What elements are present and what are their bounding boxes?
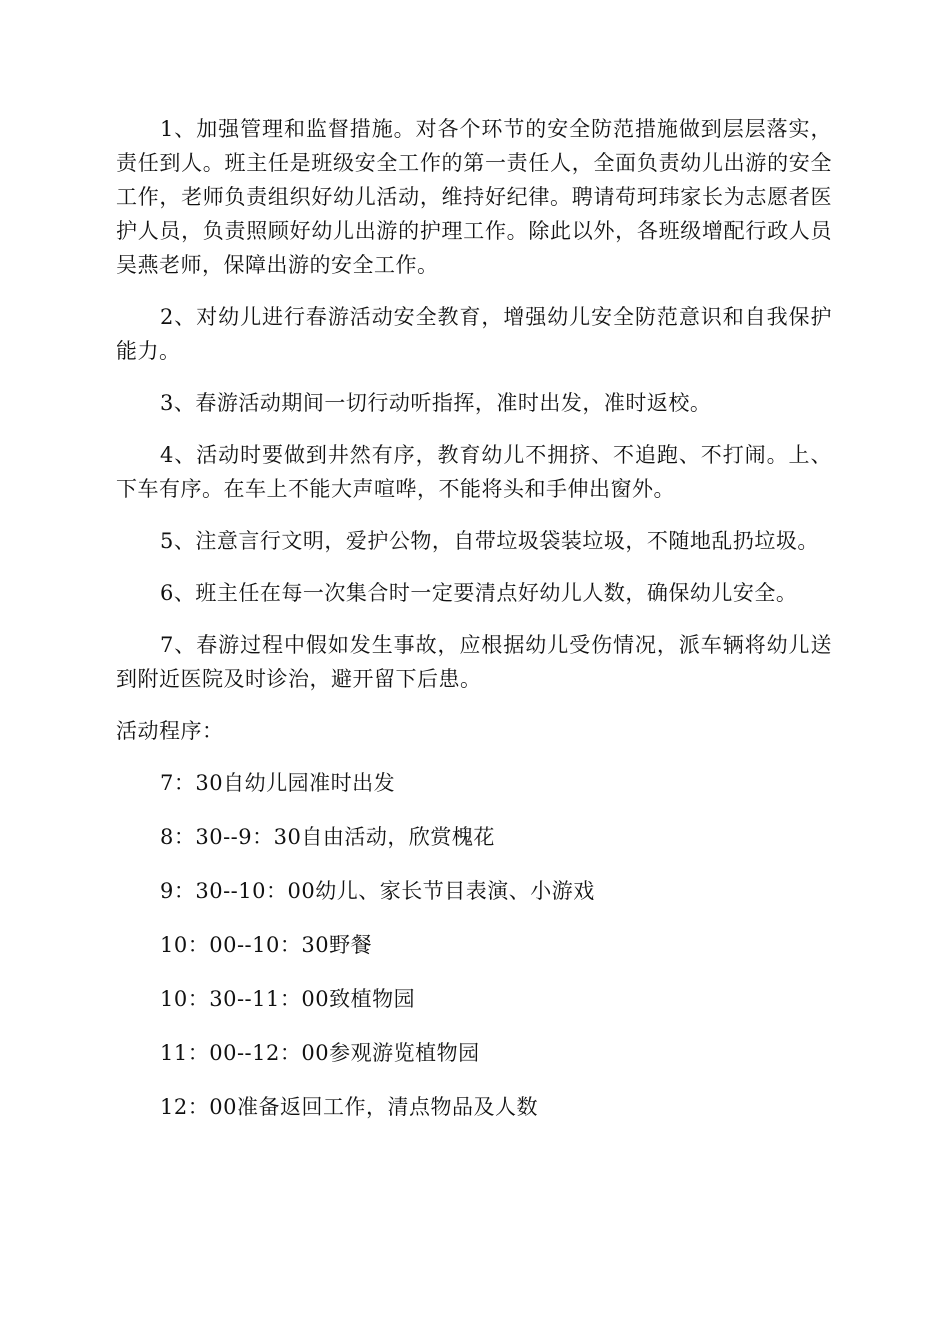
- schedule-heading: 活动程序：: [116, 719, 224, 743]
- schedule-item: 12：00准备返回工作，清点物品及人数: [160, 1095, 538, 1119]
- safety-measures-section: [116, 112, 832, 696]
- measure-paragraph-5: 5、注意言行文明，爱护公物，自带垃圾袋装垃圾，不随地乱扔垃圾。: [160, 529, 819, 553]
- schedule-list: [116, 766, 832, 1124]
- schedule-item: 11：00--12：00参观游览植物园: [160, 1041, 480, 1065]
- schedule-item: 8：30--9：30自由活动，欣赏槐花: [160, 825, 495, 849]
- schedule-item: 9：30--10：00幼儿、家长节目表演、小游戏: [160, 879, 595, 903]
- measure-paragraph-4: 4、活动时要做到井然有序，教育幼儿不拥挤、不追跑、不打闹。上、下车有序。在车上不能大声喧哗，不能将头和手伸出窗外。: [116, 443, 832, 501]
- measure-paragraph-1: 1、加强管理和监督措施。对各个环节的安全防范措施做到层层落实，责任到人。班主任是班级安全工作的第一责任人，全面负责幼儿出游的安全工作，老师负责组织好幼儿活动，维持好纪律。聘请苟珂玮家长为志愿者医护人员，负责照顾好幼儿出游的护理工作。除此以外，各班级增配行政人员吴燕老师，保障出游的安全工作。: [116, 117, 832, 277]
- schedule-item: 10：00--10：30野餐: [160, 933, 373, 957]
- measure-paragraph-6: 6、班主任在每一次集合时一定要清点好幼儿人数，确保幼儿安全。: [160, 581, 798, 605]
- measure-paragraph-2: 2、对幼儿进行春游活动安全教育，增强幼儿安全防范意识和自我保护能力。: [116, 305, 832, 363]
- document-page: [116, 112, 832, 1144]
- measure-paragraph-7: 7、春游过程中假如发生事故，应根据幼儿受伤情况，派车辆将幼儿送到附近医院及时诊治，避开留下后患。: [116, 633, 832, 691]
- measure-paragraph-3: 3、春游活动期间一切行动听指挥，准时出发，准时返校。: [160, 391, 712, 415]
- schedule-item: 7：30自幼儿园准时出发: [160, 771, 396, 795]
- schedule-item: 10：30--11：00致植物园: [160, 987, 416, 1011]
